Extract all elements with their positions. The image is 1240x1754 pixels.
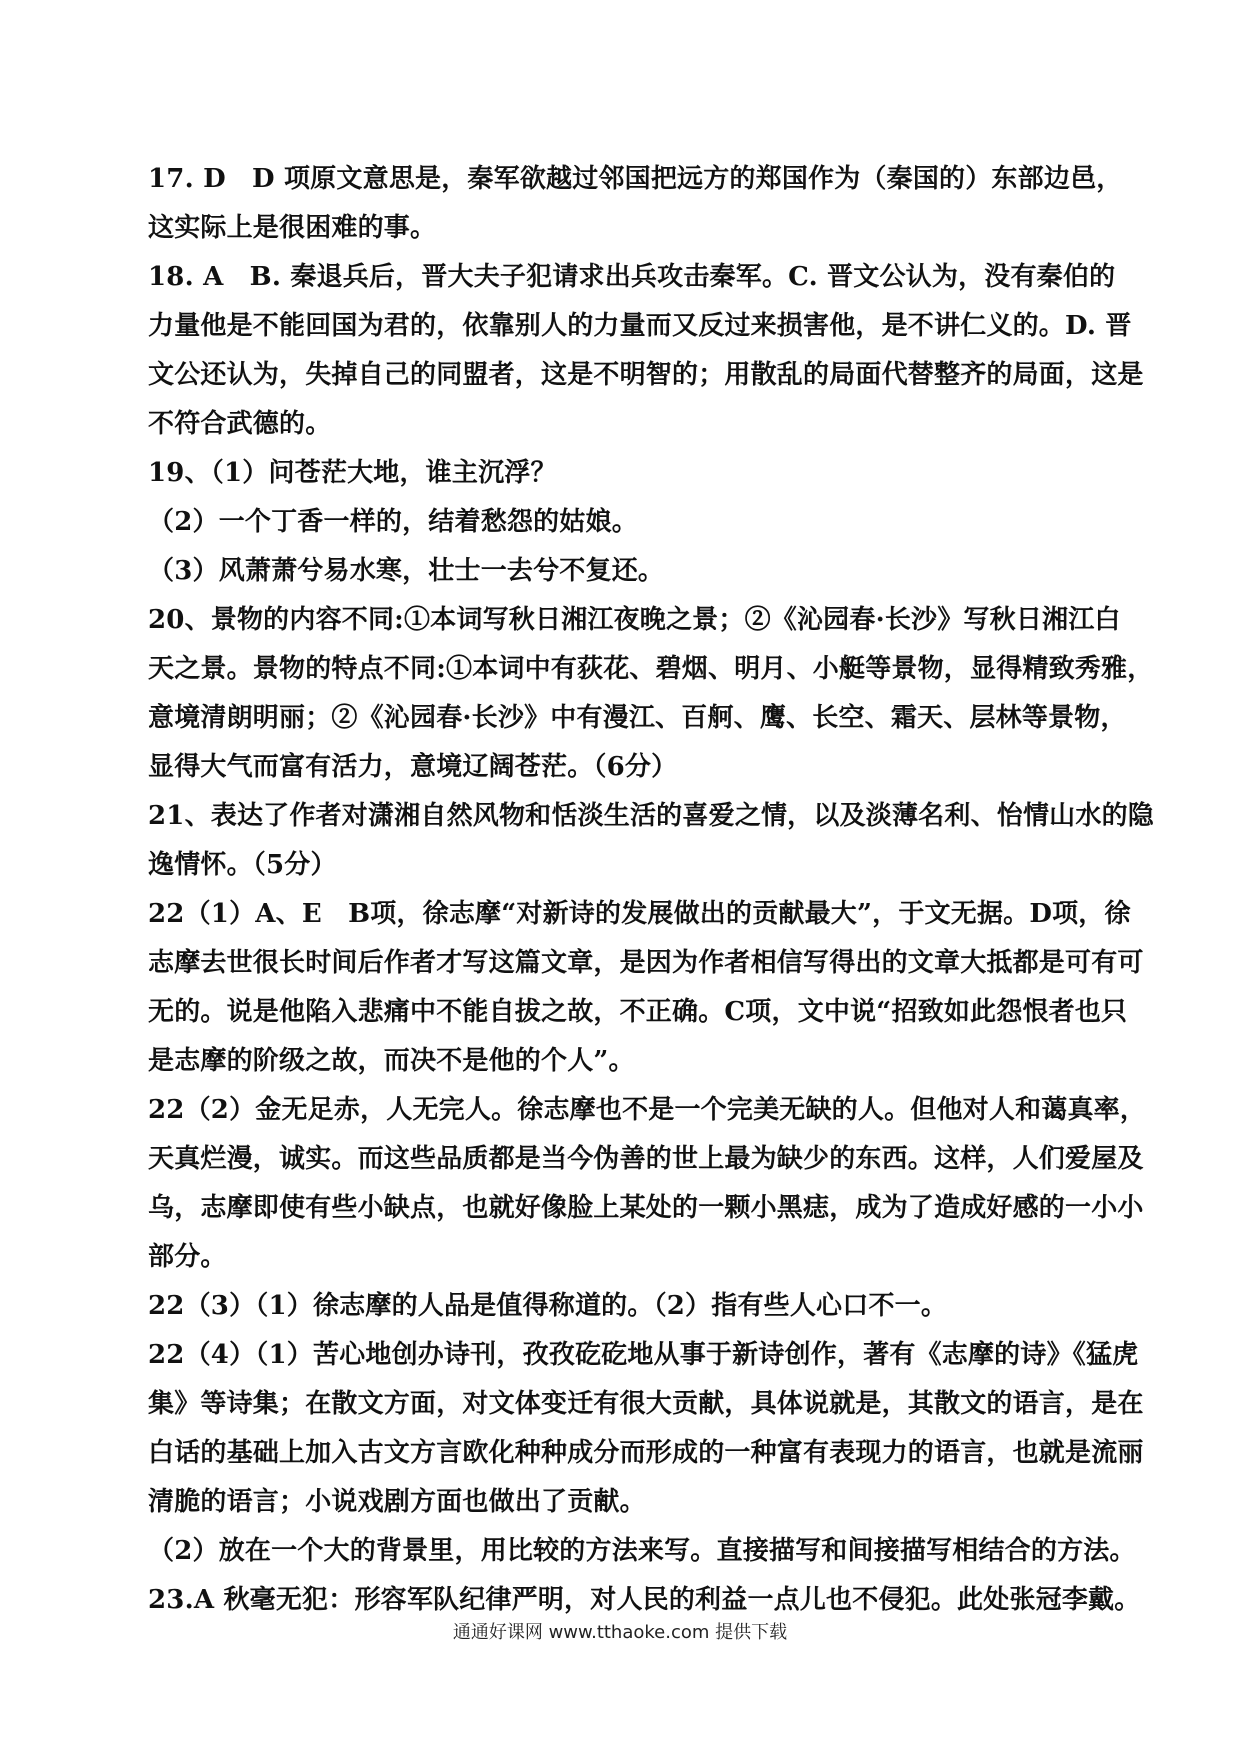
text-line: 是志摩的阶级之故，而决不是他的个人”。 <box>148 1046 635 1076</box>
text-line: 不符合武德的。 <box>148 409 332 439</box>
text-line: 逸情怀。（5分） <box>148 850 337 880</box>
text-line: 文公还认为，失掉自己的同盟者，这是不明智的；用散乱的局面代替整齐的局面，这是 <box>148 360 1144 390</box>
text-line: 19、（1）问苍茫大地，谁主沉浮？ <box>148 458 557 488</box>
text-line: 集》等诗集；在散文方面，对文体变迁有很大贡献，具体说就是，其散文的语言，是在 <box>148 1389 1144 1419</box>
text-line: 23.A 秋毫无犯：形容军队纪律严明，对人民的利益一点儿也不侵犯。此处张冠李戴。 <box>148 1585 1141 1615</box>
text-line: 清脆的语言；小说戏剧方面也做出了贡献。 <box>148 1487 646 1517</box>
text-line: 18. A B. 秦退兵后，晋大夫子犯请求出兵攻击秦军。C. 晋文公认为，没有秦伯的 <box>148 262 1116 292</box>
text-line: （2）一个丁香一样的，结着愁怨的姑娘。 <box>148 507 638 537</box>
text-line: 天真烂漫，诚实。而这些品质都是当今伪善的世上最为缺少的东西。这样，人们爱屋及 <box>148 1144 1144 1174</box>
text-line: 显得大气而富有活力，意境辽阔苍茫。（6分） <box>148 752 678 782</box>
text-line: 22（3）（1）徐志摩的人品是值得称道的。（2）指有些人心口不一。 <box>148 1291 948 1321</box>
text-line: 22（2）金无足赤，人无完人。徐志摩也不是一个完美无缺的人。但他对人和蔼真率， <box>148 1095 1147 1125</box>
text-line: 意境清朗明丽；②《沁园春·长沙》中有漫江、百舸、鹰、长空、霜天、层林等景物， <box>148 703 1127 733</box>
text-line: 志摩去世很长时间后作者才写这篇文章，是因为作者相信写得出的文章大抵都是可有可 <box>148 948 1144 978</box>
text-line: （2）放在一个大的背景里，用比较的方法来写。直接描写和间接描写相结合的方法。 <box>148 1536 1136 1566</box>
text-line: （3）风萧萧兮易水寒，壮士一去兮不复还。 <box>148 556 665 586</box>
text-line: 20、景物的内容不同:①本词写秋日湘江夜晚之景；②《沁园春·长沙》写秋日湘江白 <box>148 605 1121 635</box>
text-line: 天之景。景物的特点不同:①本词中有荻花、碧烟、明月、小艇等景物，显得精致秀雅， <box>148 654 1154 684</box>
text-line: 乌，志摩即使有些小缺点，也就好像脸上某处的一颗小黑痣，成为了造成好感的一小小 <box>148 1193 1144 1223</box>
text-line: 21、表达了作者对潇湘自然风物和恬淡生活的喜爱之情，以及淡薄名利、怡情山水的隐 <box>148 801 1154 831</box>
page-footer: 通通好课网 www.tthaoke.com 提供下载 <box>452 1622 788 1643</box>
text-line: 部分。 <box>148 1242 227 1272</box>
document-body <box>148 155 1154 1625</box>
text-line: 22（4）（1）苦心地创办诗刊，孜孜矻矻地从事于新诗创作，著有《志摩的诗》《猛虎 <box>148 1340 1139 1370</box>
text-line: 22（1）A、E B项，徐志摩“对新诗的发展做出的贡献最大”，于文无据。D项，徐 <box>148 899 1131 929</box>
text-line: 白话的基础上加入古文方言欧化种种成分而形成的一种富有表现力的语言，也就是流丽 <box>148 1438 1144 1468</box>
text-line: 这实际上是很困难的事。 <box>148 213 437 243</box>
text-line: 无的。说是他陷入悲痛中不能自拔之故，不正确。C项，文中说“招致如此怨恨者也只 <box>148 997 1128 1027</box>
text-line: 力量他是不能回国为君的，依靠别人的力量而又反过来损害他，是不讲仁义的。D. 晋 <box>148 311 1132 341</box>
text-line: 17. D D 项原文意思是，秦军欲越过邻国把远方的郑国作为（秦国的）东部边邑， <box>148 164 1123 194</box>
